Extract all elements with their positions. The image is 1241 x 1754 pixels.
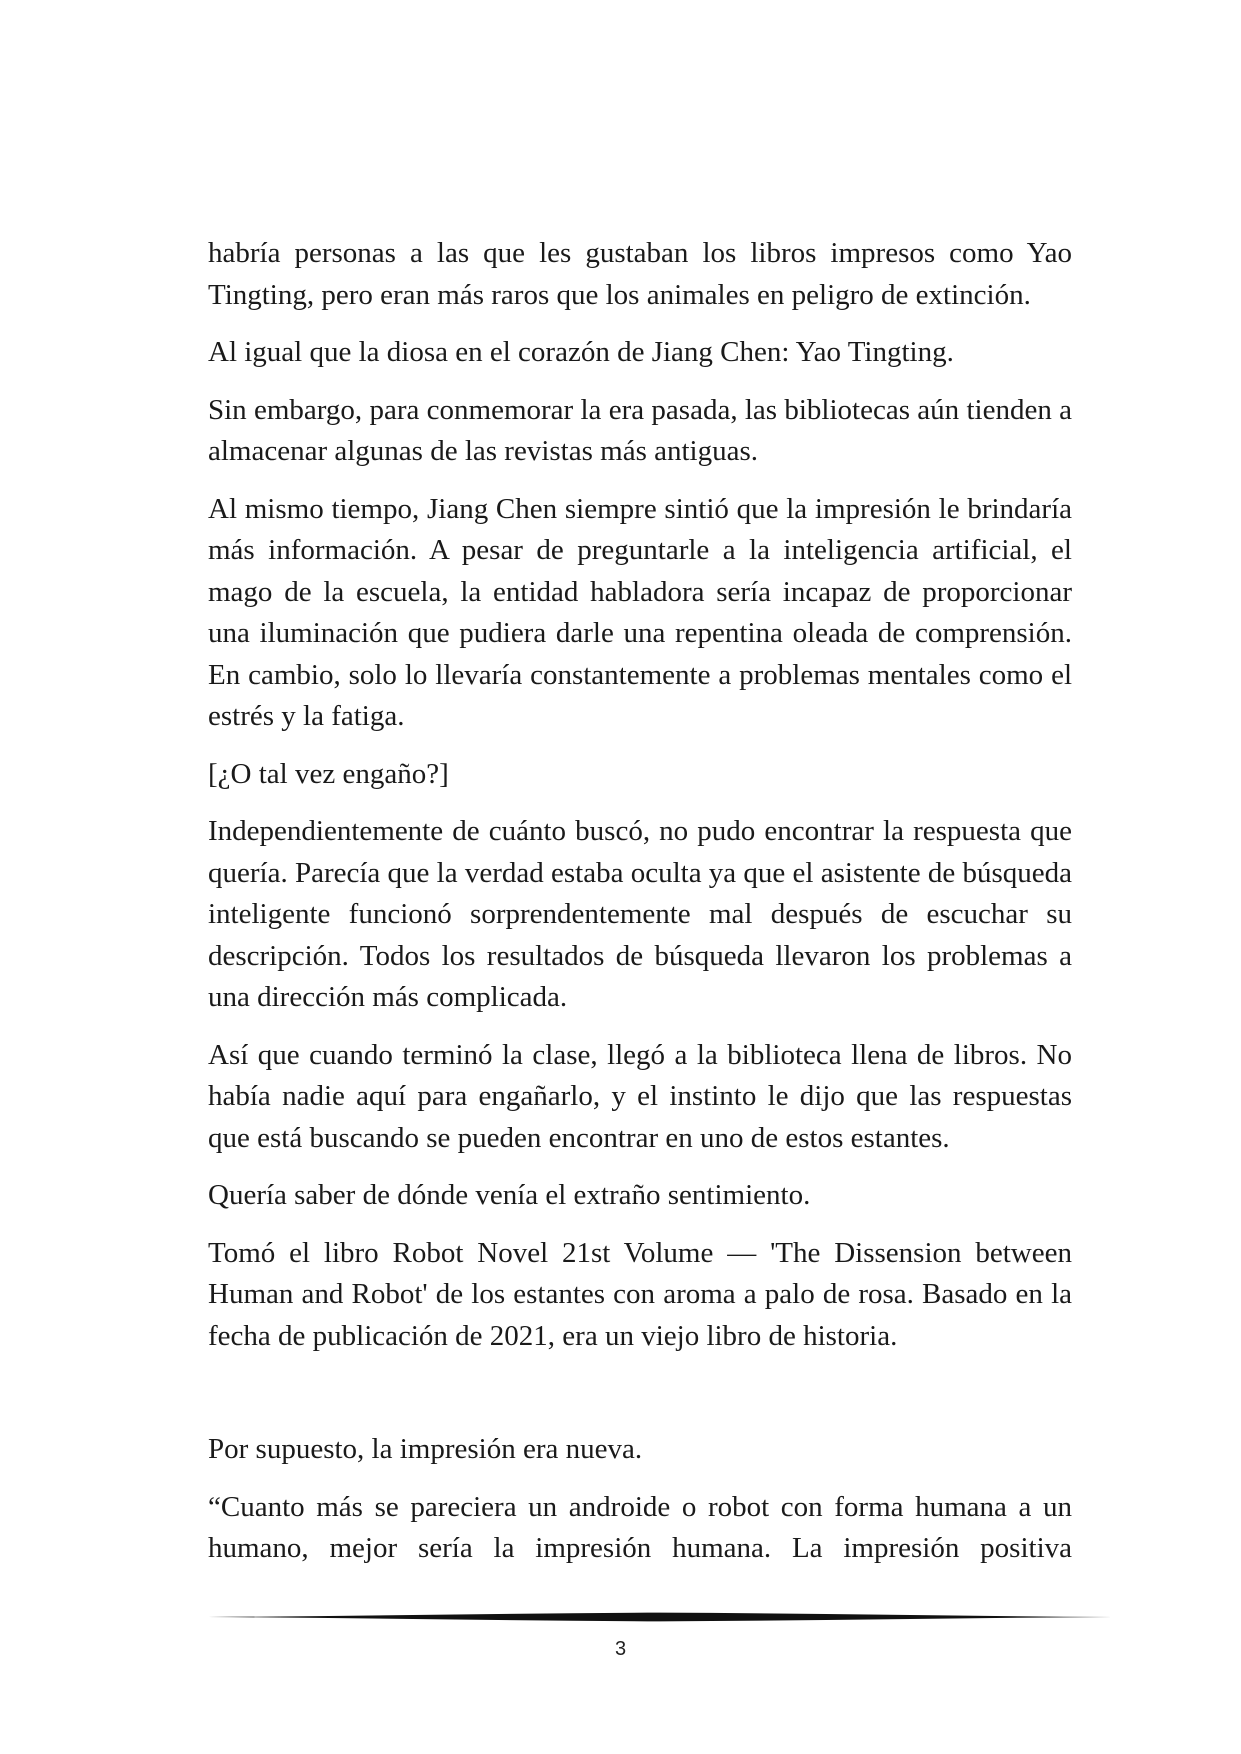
paragraph: Quería saber de dónde venía el extraño sentimiento. — [208, 1179, 811, 1211]
paragraph-continues: “Cuanto más se pareciera un androide o robot con forma humana a un humano, mejor sería la impresión humana. La impresión positiva — [208, 1490, 1072, 1564]
paragraph: Tomó el libro Robot Novel 21st Volume — 'The Dissension between Human and Robot' de los estantes con aroma a palo de rosa. Basado en la fecha de publicación de 2021, era un viejo libro de historia. — [208, 1236, 1072, 1352]
section-gap — [208, 1373, 1072, 1429]
paragraph: Al igual que la diosa en el corazón de Jiang Chen: Yao Tingting. — [208, 336, 954, 368]
paragraph: Por supuesto, la impresión era nueva. — [208, 1433, 643, 1465]
paragraph: Sin embargo, para conmemorar la era pasada, las bibliotecas aún tienden a almacenar algunas de las revistas más antiguas. — [208, 393, 1072, 467]
paragraph: habría personas a las que les gustaban los libros impresos como Yao Tingting, pero eran más raros que los animales en peligro de extinción. — [208, 237, 1072, 311]
paragraph: Así que cuando terminó la clase, llegó a la biblioteca llena de libros. No había nadie aquí para engañarlo, y el instinto le dijo que las respuestas que está buscando se pueden encontrar en uno de estos estantes. — [208, 1038, 1072, 1154]
paragraph: [¿O tal vez engaño?] — [208, 757, 449, 790]
page-body — [208, 233, 1072, 1586]
paragraph: Al mismo tiempo, Jiang Chen siempre sintió que la impresión le brindaría más información. A pesar de preguntarle a la inteligencia artificial, el mago de la escuela, la entidad habladora sería incapaz de proporcionar una iluminación que pudiera darle una repentina oleada de comprensión. En cambio, solo lo llevaría constantemente a problemas mentales como el estrés y la fatiga. — [208, 492, 1072, 732]
footer-divider — [208, 1610, 1112, 1624]
page-number: 3 — [614, 1638, 627, 1660]
paragraph: Independientemente de cuánto buscó, no pudo encontrar la respuesta que quería. Parecía que la verdad estaba oculta ya que el asistente de búsqueda inteligente funcionó sorprendentemente mal después de escuchar su descripción. Todos los resultados de búsqueda llevaron los problemas a una dirección más complicada. — [208, 815, 1072, 1013]
